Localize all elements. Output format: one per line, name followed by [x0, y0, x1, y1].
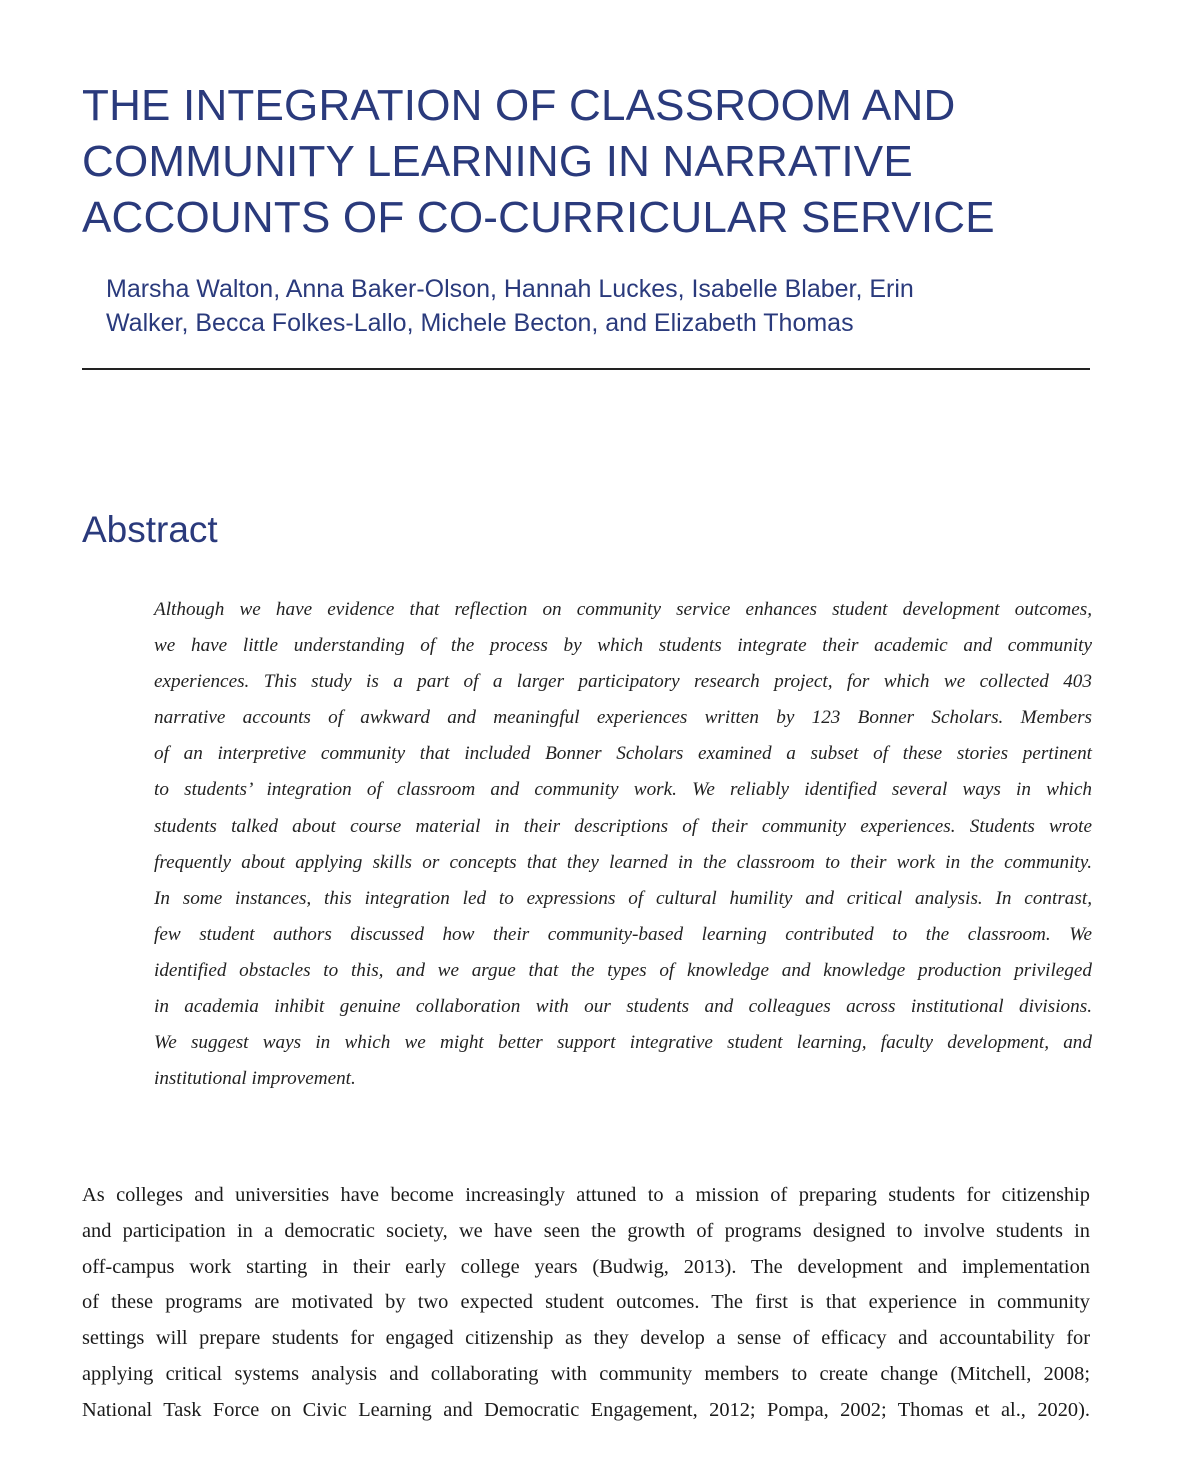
body-paragraph: [82, 1178, 1090, 1429]
author-list: [106, 272, 1096, 340]
author-line: Marsha Walton, Anna Baker-Olson, Hannah Luckes, Isabelle Blaber, Erin: [106, 275, 914, 303]
abstract-line: of an interpretive community that included Bonner Scholars examined a subset of these stories pertinent: [154, 743, 1092, 765]
body-line: applying critical systems analysis and collaborating with community members to create change (Mitchell, 2008;: [82, 1362, 1090, 1385]
author-line: Walker, Becca Folkes-Lallo, Michele Becton, and Elizabeth Thomas: [106, 309, 854, 337]
abstract-line: few student authors discussed how their community-based learning contributed to the classroom. We: [154, 923, 1092, 945]
body-line: As colleges and universities have become increasingly attuned to a mission of preparing students for citizenship: [82, 1184, 1090, 1206]
abstract-line: to students’ integration of classroom and community work. We reliably identified several ways in which: [154, 779, 1092, 801]
abstract-line: students talked about course material in their descriptions of their community experiences. Students wrote: [154, 815, 1092, 837]
body-line: National Task Force on Civic Learning and Democratic Engagement, 2012; Pompa, 2002; Thomas et al., 2020).: [82, 1398, 1090, 1421]
abstract-text: [154, 592, 1092, 1097]
header-divider: [82, 368, 1090, 370]
abstract-line: narrative accounts of awkward and meaningful experiences written by 123 Bonner Scholars. Members: [154, 707, 1092, 729]
abstract-line: in academia inhibit genuine collaboration with our students and colleagues across institutional divisions.: [154, 996, 1092, 1018]
abstract-line: frequently about applying skills or concepts that they learned in the classroom to their work in the community.: [154, 851, 1092, 873]
body-line: settings will prepare students for engaged citizenship as they develop a sense of efficacy and accountability for: [82, 1327, 1090, 1350]
body-line: of these programs are motivated by two expected student outcomes. The first is that experience in community: [82, 1291, 1090, 1314]
title-line: ACCOUNTS OF CO-CURRICULAR SERVICE: [82, 193, 995, 242]
paper-title: [82, 78, 1102, 246]
abstract-line: identified obstacles to this, and we argue that the types of knowledge and knowledge production privileged: [154, 959, 1092, 981]
abstract-line: In some instances, this integration led to expressions of cultural humility and critical analysis. In contrast,: [154, 887, 1092, 909]
abstract-line: We suggest ways in which we might better support integrative student learning, faculty development, and: [154, 1032, 1092, 1054]
body-line: and participation in a democratic society, we have seen the growth of programs designed to involve students in: [82, 1219, 1090, 1242]
title-line: COMMUNITY LEARNING IN NARRATIVE: [82, 137, 913, 186]
body-line: off-campus work starting in their early college years (Budwig, 2013). The development and implementation: [82, 1255, 1090, 1278]
title-line: THE INTEGRATION OF CLASSROOM AND: [82, 81, 956, 130]
abstract-line: experiences. This study is a part of a larger participatory research project, for which we collected 403: [154, 671, 1092, 693]
abstract-line: we have little understanding of the process by which students integrate their academic and community: [154, 635, 1092, 657]
abstract-line: Although we have evidence that reflection on community service enhances student development outcomes,: [154, 599, 1092, 620]
abstract-line: institutional improvement.: [154, 1068, 356, 1090]
abstract-heading: Abstract: [82, 509, 218, 550]
